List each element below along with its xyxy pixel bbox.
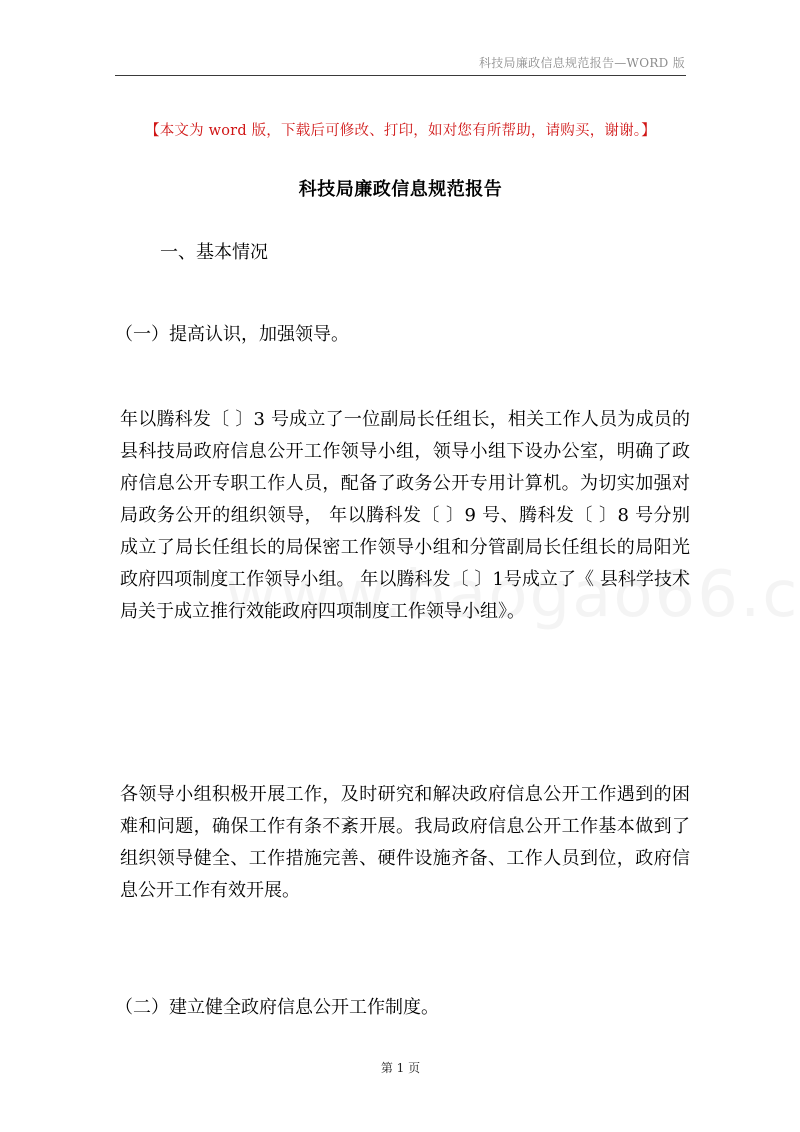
page-number: 第 1 页 bbox=[380, 1061, 421, 1075]
header-divider bbox=[115, 75, 686, 76]
subheading-1: （一）提高认识，加强领导。 bbox=[115, 324, 349, 345]
paragraph-2: 各领导小组积极开展工作，及时研究和解决政府信息公开工作遇到的困难和问题，确保工作有条不紊开展。我局政府信息公开工作基本做到了组织领导健全、工作措施完善、硬件设施齐备、工作人员到位，政府信息公开工作有效开展。 bbox=[120, 784, 690, 901]
subheading-2: （二）建立健全政府信息公开工作制度。 bbox=[115, 997, 439, 1018]
paragraph-1: 年以腾科发〔 〕3 号成立了一位副局长任组长，相关工作人员为成员的 县科技局政府信息公开工作领导小组，领导小组下设办公室，明确了政府信息公开专职工作人员，配备了政务公开专用计算机。为切实加强对局政务公开的组织领导， 年以腾科发〔 〕9 号、腾科发〔 〕8 号分别成立了局长任组长的局保密工作领导小组和分管副局长任组长的局阳光政府四项制度工作领导小组。 年以腾科发〔 〕1号成立了《 县科学技术局关于成立推行效能政府四项制度工作领导小组》。 bbox=[120, 409, 690, 622]
document-title: 科技局廉政信息规范报告 bbox=[298, 179, 503, 200]
section-heading: 一、基本情况 bbox=[160, 242, 268, 263]
running-header: 科技局廉政信息规范报告—WORD 版 bbox=[478, 56, 685, 70]
download-notice: 【本文为 word 版，下载后可修改、打印，如对您有所帮助，请购买，谢谢。】 bbox=[145, 123, 656, 139]
